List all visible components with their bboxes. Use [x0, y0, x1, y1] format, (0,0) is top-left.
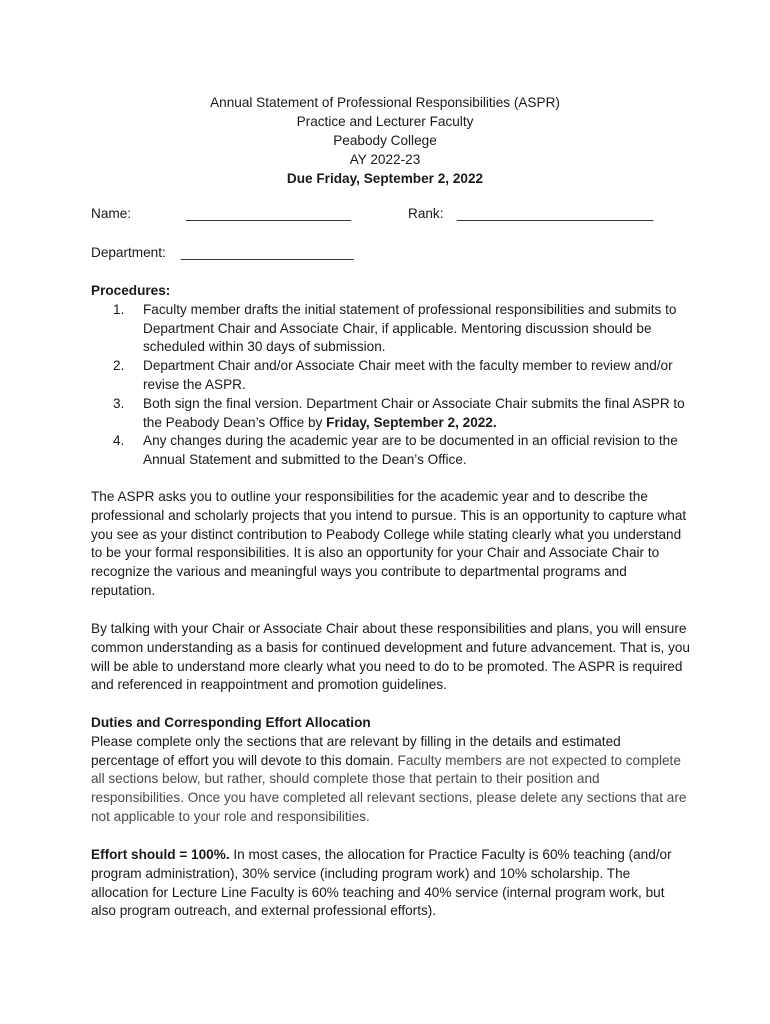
department-field[interactable]: ______________________ — [181, 245, 354, 260]
header-college: Peabody College — [333, 133, 437, 148]
procedure-item — [91, 432, 691, 470]
duties-instructions: Please complete only the sections that are relevant by filling in the details and estimated percentage of effort you will devote to this domain. — [91, 733, 621, 768]
document-header — [0, 93, 770, 188]
duties-title: Duties and Corresponding Effort Allocation — [91, 715, 371, 730]
procedure-text: Department Chair and/or Associate Chair meet with the faculty member to review and/or revise the ASPR. — [143, 358, 673, 392]
header-title: Annual Statement of Professional Responsibilities (ASPR) — [210, 95, 560, 110]
rank-label: Rank: — [408, 206, 444, 221]
effort-heading: Effort should = 100%. — [91, 847, 230, 862]
procedure-text: Faculty member drafts the initial statement of professional responsibilities and submits to Department Chair and Associate Chair, if applicable. Mentoring discussion should be scheduled within 30 days of submission. — [143, 301, 677, 355]
procedure-number: 1. — [113, 301, 125, 317]
procedure-number: 3. — [113, 395, 125, 411]
effort-text: In most cases, the allocation for Practice Faculty is 60% teaching (and/or program administration), 30% service (including program work) and 10% scholarship. The allocation for Lecture Line Faculty is 60% teaching and 40% service (internal program work, but also program outreach, and external professional efforts). — [91, 847, 672, 919]
effort-paragraph — [91, 846, 691, 921]
procedures-title: Procedures: — [91, 283, 171, 298]
header-subtitle: Practice and Lecturer Faculty — [296, 114, 474, 129]
procedure-text: Both sign the final version. Department Chair or Associate Chair submits the final ASPR to the Peabody Dean’s Office by — [143, 395, 685, 430]
procedure-item — [91, 357, 691, 395]
procedure-number: 4. — [113, 433, 125, 449]
discussion-paragraph: By talking with your Chair or Associate Chair about these responsibilities and plans, you will ensure common understanding as a basis for continued development and future advancement. That is, you will be able to understand more clearly what you need to do to be promoted. The ASPR is required and referenced in reappointment and promotion guidelines. — [91, 621, 690, 693]
duties-section — [91, 714, 691, 827]
header-year: AY 2022-23 — [349, 152, 421, 167]
procedures-section — [91, 282, 691, 470]
procedure-deadline: Friday, September 2, 2022. — [326, 414, 497, 430]
header-due-date: Due Friday, September 2, 2022 — [286, 171, 484, 186]
name-field[interactable]: _____________________ — [186, 206, 352, 221]
procedure-item — [91, 301, 691, 357]
name-label: Name: — [91, 206, 132, 221]
duties-note: Faculty members are not expected to complete all sections below, but rather, should complete those that pertain to their position and responsibilities. Once you have completed all relevant sections, please delete any sections that are not applicable to your role and responsibilities. — [91, 752, 687, 824]
department-label: Department: — [91, 245, 166, 260]
procedure-number: 2. — [113, 358, 125, 374]
procedure-item — [91, 395, 691, 433]
intro-paragraph: The ASPR asks you to outline your responsibilities for the academic year and to describe the professional and scholarly projects that you intend to pursue. This is an opportunity to capture what you see as your distinct contribution to Peabody College while stating clearly what you understand to be your formal responsibilities. It is also an opportunity for your Chair and Associate Chair to recognize the various and meaningful ways you contribute to departmental programs and reputation. — [91, 489, 687, 598]
procedure-text: Any changes during the academic year are to be documented in an official revision to the Annual Statement and submitted to the Dean’s Office. — [143, 433, 678, 468]
duties-paragraph — [91, 733, 691, 827]
rank-field[interactable]: _________________________ — [457, 206, 654, 221]
